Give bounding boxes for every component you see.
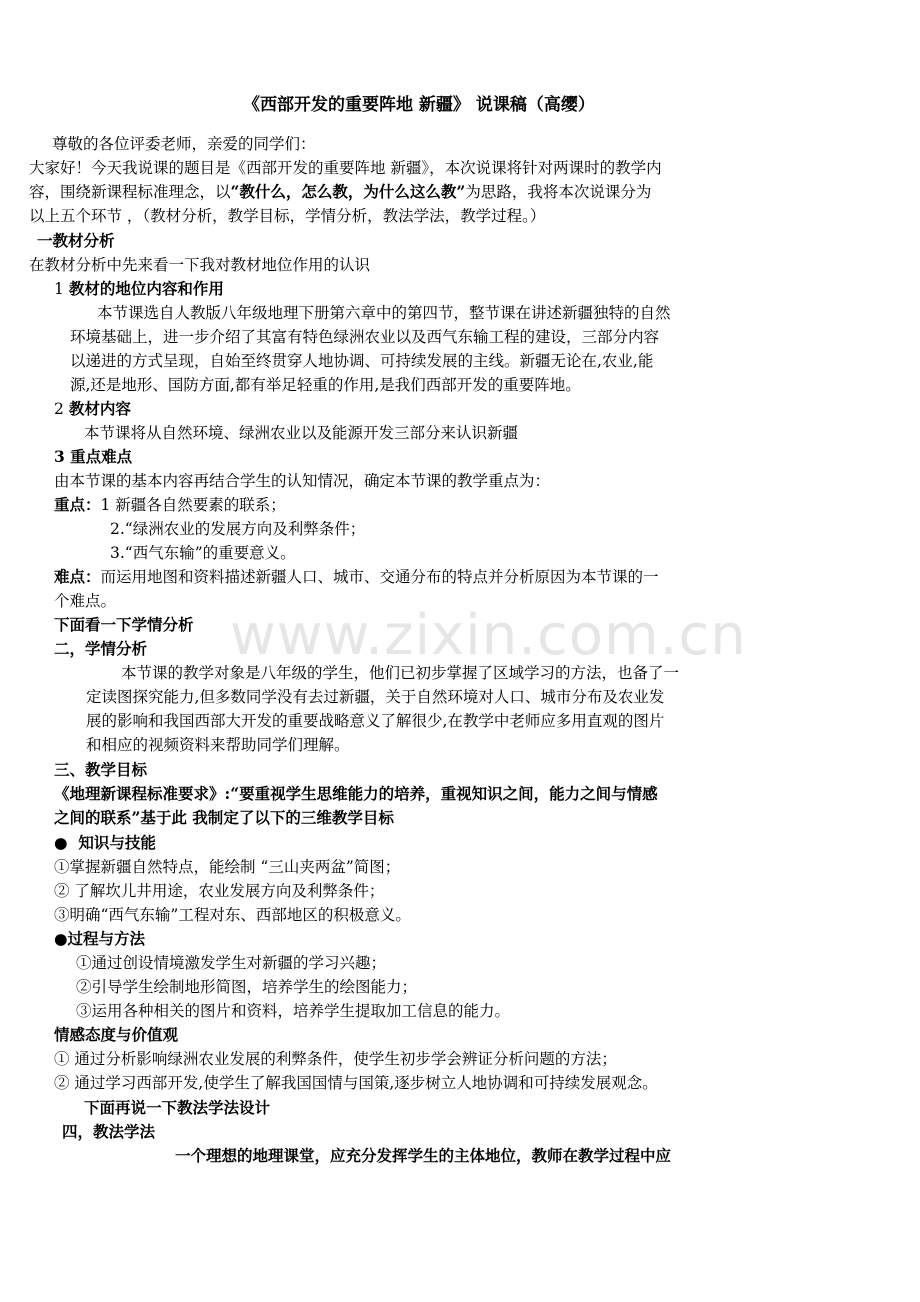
subsection-number: 1 [54, 280, 64, 298]
paragraph-line: 由本节课的基本内容再结合学生的认知情况，确定本节课的教学重点为： [54, 472, 551, 490]
heading-text: 知识与技能 [78, 833, 156, 852]
intro-line-1: 大家好！今天我说课的题目是《西部开发的重要阵地 新疆》，本次说课将针对两课时的教学内 [29, 159, 662, 177]
paragraph-line: 本节课将从自然环境、绿洲农业以及能源开发三部分来认识新疆 [84, 424, 519, 442]
paragraph-line: 本节课的教学对象是八年级的学生，他们已初步掌握了区域学习的方法，也备了一 [121, 664, 680, 682]
paragraph-line: 展的影响和我国西部大开发的重要战略意义了解很少,在教学中老师应多用直观的图片 [86, 712, 665, 730]
goal-item: ②引导学生绘制地形简图，培养学生的绘图能力； [76, 978, 418, 996]
subsection-number: 2 [54, 400, 64, 418]
subsection-3-heading: 3 重点难点 [54, 447, 133, 466]
paragraph-line: 本节课选自人教版八年级地理下册第六章中的第四节，整节课在讲述新疆独特的自然 [97, 304, 671, 322]
paragraph-line: 以递进的方式呈现，自始至终贯穿人地协调、可持续发展的主线。新疆无论在,农业,能 [70, 352, 654, 370]
goal-item: ①掌握新疆自然特点，能绘制 “三山夹两盆”简图； [54, 858, 401, 876]
goal-item: ①通过创设情境激发学生对新疆的学习兴趣； [76, 954, 387, 972]
intro-text: 容，围绕新课程标准理念，以 [29, 183, 231, 201]
key-points-label: 重点： [54, 495, 101, 514]
intro-line-3: 以上五个环节 ，（教材分析，教学目标，学情分析，教法学法，教学过程。） [29, 207, 546, 225]
section-1-lead: 在教材分析中先来看一下我对教材地位作用的认识 [29, 256, 371, 274]
paragraph-line: 和相应的视频资料来帮助同学们理解。 [86, 736, 350, 754]
intro-line-2 [29, 181, 651, 203]
section-4-heading: 四，教法学法 [62, 1122, 156, 1141]
section-1-heading: 一教材分析 [37, 231, 115, 250]
watermark: www.zixin.com.cn [230, 603, 747, 668]
process-methods-heading: ●过程与方法 [54, 929, 146, 948]
key-point: 2.“绿洲农业的发展方向及利弊条件； [110, 520, 366, 538]
document-title: 《西部开发的重要阵地 新疆》 说课稿（高缨） [243, 95, 595, 115]
goal-item: ③运用各种相关的图片和资料，培养学生提取加工信息的能力。 [76, 1002, 511, 1020]
bullet-icon: ● [54, 833, 68, 852]
paragraph-line: 环境基础上，进一步介绍了其富有特色绿洲农业以及西气东输工程的建设，三部分内容 [70, 328, 660, 346]
key-points-line [54, 494, 286, 516]
paragraph-line: 源,还是地形、国防方面,都有举足轻重的作用,是我们西部开发的重要阵地。 [70, 376, 581, 394]
goal-item: ② 通过学习西部开发,使学生了解我国国情与国策,逐步树立人地协调和可持续发展观念。 [54, 1074, 658, 1092]
intro-text: 为思路，我将本次说课分为 [465, 183, 652, 201]
key-point: 3.“西气东输”的重要意义。 [110, 544, 296, 562]
paragraph-line: 一个理想的地理课堂，应充分发挥学生的主体地位，教师在教学过程中应 [175, 1146, 672, 1165]
greeting: 尊敬的各位评委老师，亲爱的同学们： [52, 135, 316, 153]
section-2-heading: 二，学情分析 [54, 639, 148, 658]
goal-item: ① 通过分析影响绿洲农业发展的利弊条件，使学生初步学会辨证分析问题的方法； [54, 1050, 617, 1068]
goal-item: ③明确“西气东输”工程对东、西部地区的积极意义。 [54, 906, 411, 924]
section-3-heading: 三、教学目标 [54, 760, 148, 779]
subsection-2-heading [54, 398, 131, 420]
transition-text: 下面看一下学情分析 [54, 615, 194, 634]
transition-text: 下面再说一下教法学法设计 [84, 1098, 271, 1117]
curriculum-quote: 《地理新课程标准要求》:“要重视学生思维能力的培养，重视知识之间，能力之间与情感 [54, 784, 658, 803]
knowledge-skills-heading [54, 832, 156, 854]
paragraph-line: 定读图探究能力,但多数同学没有去过新疆，关于自然环境对人口、城市分布及农业发 [86, 688, 665, 706]
subsection-1-heading [54, 278, 224, 300]
difficulty-text: 而运用地图和资料描述新疆人口、城市、交通分布的特点并分析原因为本节课的一 [100, 568, 659, 586]
subsection-title: 教材的地位内容和作用 [68, 279, 224, 298]
key-point: 1 新疆各自然要素的联系； [100, 496, 286, 514]
subsection-title: 教材内容 [68, 399, 131, 418]
intro-emphasis: “教什么，怎么教，为什么这么教” [230, 182, 466, 201]
difficulty-line: 个难点。 [54, 592, 117, 610]
difficulty-label: 难点： [54, 567, 101, 586]
difficulty-line [54, 566, 659, 588]
curriculum-quote: 之间的联系”基于此 我制定了以下的三维教学目标 [54, 808, 394, 827]
goal-item: ② 了解坎儿井用途，农业发展方向及利弊条件； [54, 882, 385, 900]
emotion-values-heading: 情感态度与价值观 [54, 1025, 179, 1044]
